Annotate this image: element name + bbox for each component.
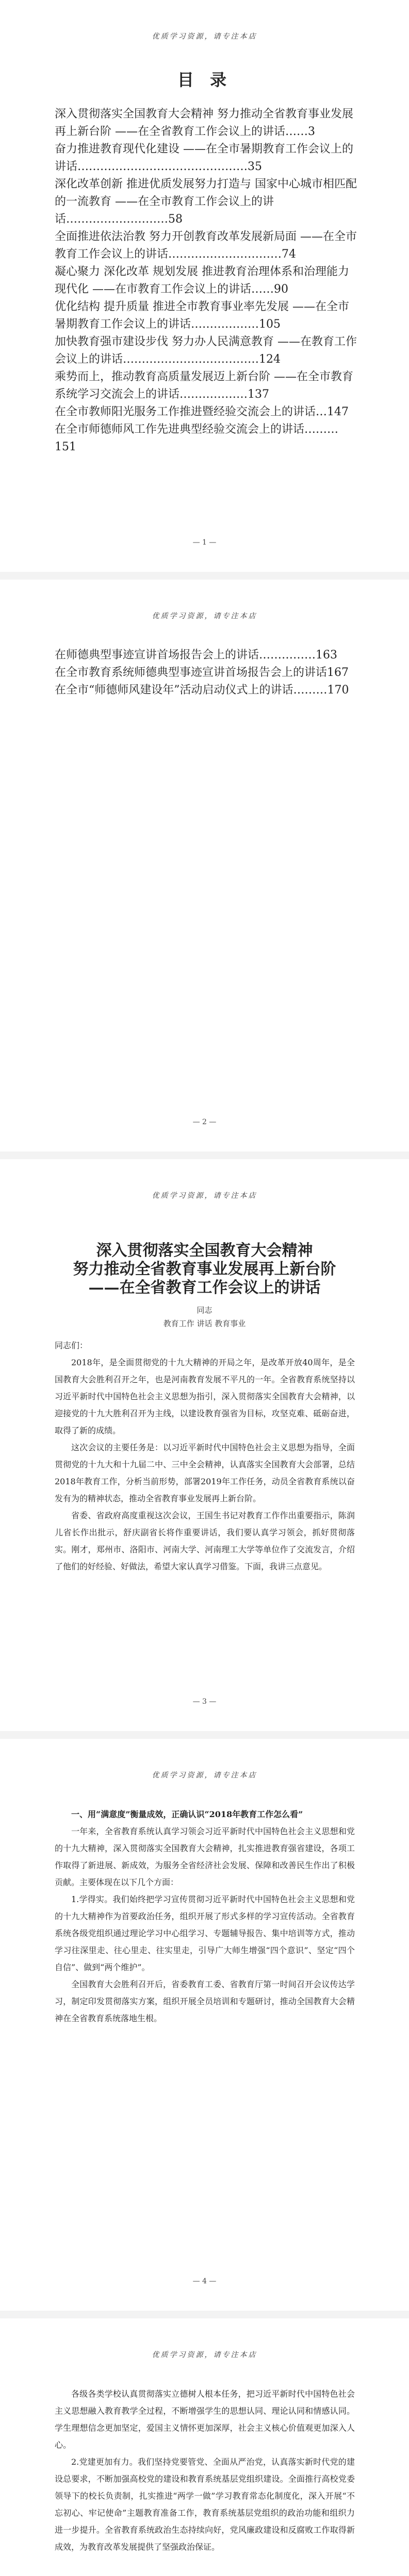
page-1 bbox=[0, 0, 409, 572]
page-header: 优质学习资源，请专注本店 bbox=[152, 1192, 257, 1200]
page-number: — 3 — bbox=[192, 1698, 217, 1706]
toc-list bbox=[55, 106, 359, 456]
document-body bbox=[55, 1337, 355, 1575]
toc-entry[interactable]: 在全市“师德师风建设年”活动启动仪式上的讲话………170 bbox=[55, 684, 349, 697]
toc-entry[interactable]: 奋力推进教育现代化建设 ——在全市暑期教育工作会议上的讲话………………………………………35 bbox=[55, 143, 353, 173]
toc-entry[interactable]: 乘势而上，推动教育高质量发展迈上新台阶 ——在全市教育系统学习交流会上的讲话………………137 bbox=[55, 370, 353, 401]
paragraph: 省委、省政府高度重视这次会议，王国生书记对教育工作作出重要指示，陈润儿省长作出批示，舒庆副省长将作重要讲话，我们要认真学习领会，抓好贯彻落实。刚才，郑州市、洛阳市、河南大学、河南理工大学等单位作了交流发言，介绍了他们的好经验、好做法，希望大家认真学习借鉴。下面，我讲三点意见。 bbox=[55, 1511, 355, 1571]
toc-entry[interactable]: 深入贯彻落实全国教育大会精神 努力推动全省教育事业发展再上新台阶 ——在全省教育工作会议上的讲话……3 bbox=[55, 108, 353, 138]
toc-entry[interactable]: 深化改革创新 推进优质发展努力打造与 国家中心城市相匹配的一流教育 ——在全市教育工作会议上的讲话………………………58 bbox=[55, 178, 357, 226]
paragraph: 全国教育大会胜利召开后，省委教育工委、省教育厅第一时间召开会议传达学习，制定印发贯彻落实方案，组织开展全员培训和专题研讨，推动全国教育大会精神在全省教育系统落地生根。 bbox=[55, 1979, 355, 2023]
title-line: 深入贯彻落实全国教育大会精神 bbox=[96, 1242, 313, 1260]
page-number: — 1 — bbox=[192, 538, 217, 547]
toc-list-continued bbox=[55, 647, 359, 699]
greeting: 同志们： bbox=[55, 1341, 88, 1350]
page-header: 优质学习资源，请专注本店 bbox=[152, 2351, 257, 2359]
page-3 bbox=[0, 1159, 409, 1731]
page-2 bbox=[0, 580, 409, 1151]
keywords: 教育工作 讲话 教育事业 bbox=[163, 1319, 246, 1328]
paragraph: 1.学得实。我们始终把学习宣传贯彻习近平新时代中国特色社会主义思想和党的十九大精神作为首要政治任务，组织开展了形式多样的学习宣传活动。全省教育系统各级党组织通过理论学习中心组学习、专题辅导报告、集中培训等方式，推动学习往深里走、往心里走、往实里走，引导广大师生增强“四个意识”、坚定“四个自信”、做到“两个维护”。 bbox=[55, 1894, 355, 1972]
toc-entry[interactable]: 优化结构 提升质量 推进全市教育事业率先发展 ——在全市暑期教育工作会议上的讲话………………105 bbox=[55, 300, 349, 331]
toc-entry[interactable]: 加快教育强市建设步伐 努力办人民满意教育 ——在教育工作会议上的讲话………………………………124 bbox=[55, 335, 357, 366]
section-heading: 一、用“满意度”衡量成效，正确认识“2018年教育工作怎么看” bbox=[71, 1809, 303, 1819]
paragraph: 2018年，是全面贯彻党的十九大精神的开局之年，是改革开放40周年，是全国教育大会胜利召开之年，也是河南教育发展不平凡的一年。全省教育系统坚持以习近平新时代中国特色社会主义思想为指引，深入贯彻落实全国教育大会精神，以迎接党的十九大胜利召开为主线，以建设教育强省为目标，攻坚克难、砥砺奋进，取得了新的成绩。 bbox=[55, 1358, 355, 1435]
page-header: 优质学习资源，请专注本店 bbox=[152, 1771, 257, 1780]
page-number: — 4 — bbox=[192, 2277, 217, 2285]
page-header: 优质学习资源，请专注本店 bbox=[152, 32, 257, 41]
toc-entry[interactable]: 凝心聚力 深化改革 规划发展 推进教育治理体系和治理能力现代化 ——在市教育工作会议上的讲话……90 bbox=[55, 265, 349, 296]
paragraph: 一年来，全省教育系统认真学习领会习近平新时代中国特色社会主义思想和党的十九大精神，深入贯彻落实全国教育大会精神，扎实推进教育强省建设，各项工作取得了新进展、新成效，为服务全省经济社会发展、保障和改善民生作出了积极贡献。主要体现在以下几个方面： bbox=[55, 1826, 355, 1887]
page-number: — 2 — bbox=[192, 1118, 217, 1126]
page-header: 优质学习资源，请专注本店 bbox=[152, 612, 257, 620]
page-5 bbox=[0, 2318, 409, 2576]
paragraph: 各级各类学校认真贯彻落实立德树人根本任务，把习近平新时代中国特色社会主义思想融入教育教学全过程，不断增强学生的思想认同、理论认同和情感认同。学生理想信念更加坚定，爱国主义情怀更加深厚，社会主义核心价值观更加深入人心。 bbox=[55, 2389, 355, 2450]
document-body bbox=[55, 2385, 355, 2555]
paragraph: 这次会议的主要任务是：以习近平新时代中国特色社会主义思想为指导，全面贯彻党的十九大和十九届二中、三中全会精神，认真落实全国教育大会部署，总结2018年教育工作，分析当前形势，部署2019年工作任务，动员全省教育系统以奋发有为的精神状态，推动全省教育事业发展再上新台阶。 bbox=[55, 1443, 355, 1503]
toc-entry[interactable]: 在师德典型事迹宣讲首场报告会上的讲话……………163 bbox=[55, 649, 337, 662]
page-4 bbox=[0, 1739, 409, 2311]
toc-entry[interactable]: 在全市教师阳光服务工作推进暨经验交流会上的讲话…147 bbox=[55, 405, 349, 418]
title-line: 努力推动全省教育事业发展再上新台阶 bbox=[73, 1260, 336, 1278]
title-line: ——在全省教育工作会议上的讲话 bbox=[88, 1279, 321, 1297]
toc-entry[interactable]: 在全市师德师风工作先进典型经验交流会上的讲话………151 bbox=[55, 423, 339, 453]
document-body bbox=[55, 1806, 355, 2027]
author: 同志 bbox=[197, 1306, 212, 1315]
toc-entry[interactable]: 在全市教育系统师德典型事迹宣讲首场报告会上的讲话167 bbox=[55, 666, 349, 679]
toc-title: 目 录 bbox=[177, 70, 232, 90]
paragraph: 2.党建更加有力。我们坚持党要管党、全面从严治党，认真落实新时代党的建设总要求，不断加强高校党的建设和教育系统基层党组织建设。全面推行高校党委领导下的校长负责制，扎实推进“两学一做”学习教育常态化制度化，深入开展“不忘初心、牢记使命”主题教育准备工作，教育系统基层党组织的政治功能和组织力进一步提升。全省教育系统政治生态持续向好，党风廉政建设和反腐败工作取得新成效，为教育改革发展提供了坚强政治保证。 bbox=[55, 2457, 355, 2552]
toc-entry[interactable]: 全面推进依法治教 努力开创教育改革发展新局面 ——在全市教育工作会议上的讲话…………………………74 bbox=[55, 230, 357, 261]
document-title bbox=[41, 1242, 368, 1297]
